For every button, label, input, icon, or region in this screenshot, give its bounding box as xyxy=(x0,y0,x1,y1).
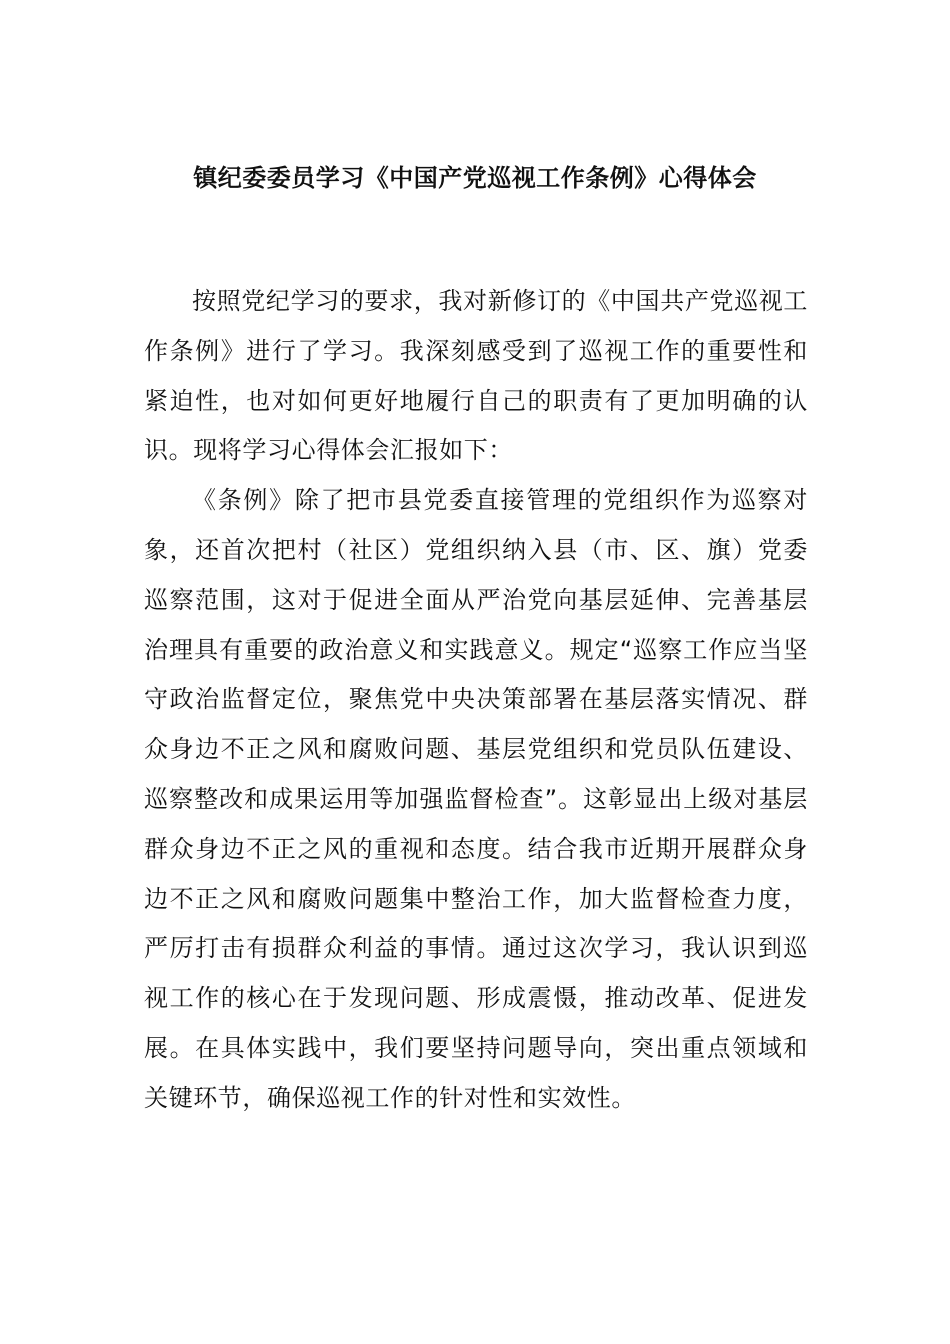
document-body xyxy=(144,277,808,1124)
document-title: 镇纪委委员学习《中国产党巡视工作条例》心得体会 xyxy=(193,164,757,192)
paragraph-regulation: 《条例》除了把市县党委直接管理的党组织作为巡察对象，还首次把村（社区）党组织纳入县（市、区、旗）党委巡察范围，这对于促进全面从严治党向基层延伸、完善基层治理具有重要的政治意义和实践意义。规定“巡察工作应当坚守政治监督定位，聚焦党中央决策部署在基层落实情况、群众身边不正之风和腐败问题、基层党组织和党员队伍建设、巡察整改和成果运用等加强监督检查”。这彰显出上级对基层群众身边不正之风的重视和态度。结合我市近期开展群众身边不正之风和腐败问题集中整治工作，加大监督检查力度，严厉打击有损群众利益的事情。通过这次学习，我认识到巡视工作的核心在于发现问题、形成震慑，推动改革、促进发展。在具体实践中，我们要坚持问题导向，突出重点领域和关键环节，确保巡视工作的针对性和实效性。 xyxy=(144,486,808,1112)
paragraph-intro: 按照党纪学习的要求，我对新修订的《中国共产党巡视工作条例》进行了学习。我深刻感受到了巡视工作的重要性和紧迫性，也对如何更好地履行自己的职责有了更加明确的认识。现将学习心得体会汇报如下： xyxy=(144,287,808,465)
